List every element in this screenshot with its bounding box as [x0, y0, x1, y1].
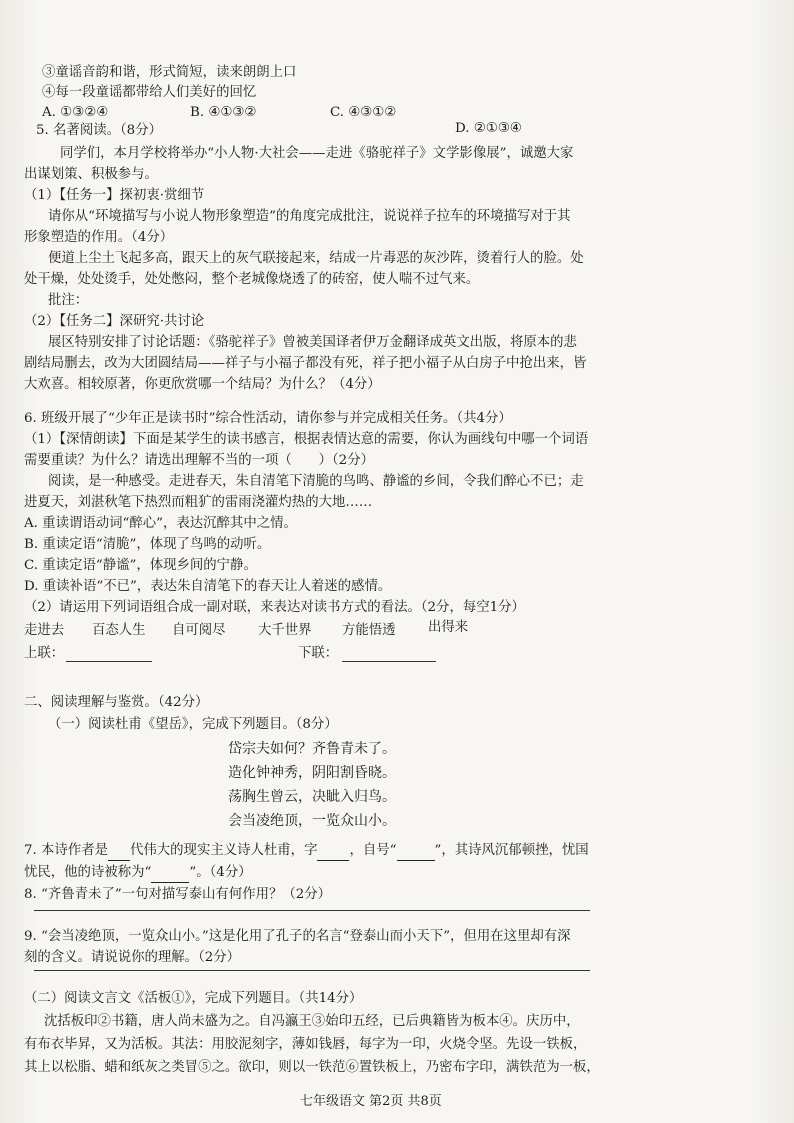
classical-text-line1: 沈括板印②书籍，唐人尚未盛为之。自冯瀛王③始印五经，已后典籍皆为板本④。庆历中， [44, 1014, 580, 1029]
q8-answer-line[interactable] [34, 910, 590, 911]
section2-sub1: （一）阅读杜甫《望岳》，完成下列题目。（8分） [48, 717, 338, 732]
q5-task1-line1: 请你从“环境描写与小说人物形象塑造”的角度完成批注，说说祥子拉车的环境描写对于其 [48, 209, 571, 224]
q5-intro-line2: 出谋划策、积极参与。 [24, 167, 158, 182]
q6-passage-line2: 进夏天，刘湛秋笔下热烈而粗犷的雷雨浇灌灼热的大地…… [24, 495, 373, 510]
q7-line2: 忧民，他的诗被称为“ ”。（4分） [24, 864, 252, 883]
q6-option-a: A. 重读谓语动词“醉心”，表达沉醉其中之情。 [24, 516, 297, 531]
classical-text-line3: 其上以松脂、蜡和纸灰之类冒⑤之。欲印，则以一铁范⑥置铁板上，乃密布字印，满铁范为一板， [24, 1060, 600, 1075]
lower-couplet-blank[interactable] [342, 661, 436, 662]
poem-line: 荡胸生曾云，决眦入归鸟。 [228, 789, 396, 805]
q5-excerpt-line1: 便道上尘土飞起多高，跟天上的灰气联接起来，结成一片毒恶的灰沙阵，烫着行人的脸。处 [48, 251, 584, 266]
q5-task1-line2: 形象塑造的作用。（4分） [24, 230, 174, 245]
q4-option-4: ④每一段童谣都带给人们美好的回忆 [42, 85, 257, 100]
poem-line: 造化钟神秀，阴阳割昏晓。 [228, 765, 396, 781]
q5-task2-line2: 剧结局删去，改为大团圆结局——祥子与小福子都没有死，祥子把小福子从白房子中抢出来，皆 [24, 356, 587, 371]
couplet-word: 自可阅尽 [172, 623, 226, 638]
section2-sub2: （二）阅读文言文《活板①》，完成下列题目。（共14分） [24, 991, 363, 1006]
q6-option-d: D. 重读补语“不已”，表达朱自清笔下的春天让人着迷的感情。 [24, 579, 392, 594]
q5-task2-title: （2）【任务二】深研究·共讨论 [24, 314, 205, 329]
q5-task2-line3: 大欢喜。相较原著，你更欣赏哪一个结局？为什么？（4分） [24, 377, 381, 392]
q4-choice-c: C. ④③①② [330, 105, 397, 120]
q5-excerpt-line2: 处干燥，处处烫手，处处憋闷，整个老城像烧透了的砖窑，使人喘不过气来。 [24, 272, 480, 287]
q5-task2-line1: 展区特别安排了讨论话题：《骆驼祥子》曾被美国译者伊万金翻译成英文出版，将原本的悲 [48, 335, 577, 350]
q9-answer-line[interactable] [34, 970, 590, 971]
q5-annotation-label: 批注： [48, 293, 89, 308]
couplet-word: 大千世界 [258, 623, 312, 638]
q6-part1-line2: 需要重读？为什么？请选出理解不当的一项（ ）（2分） [24, 453, 374, 468]
q6-passage-line1: 阅读，是一种感受。走进春天，朱自清笔下清脆的鸟鸣、静谧的乡间，令我们醉心不已；走 [48, 474, 584, 489]
q7-line1: 7. 本诗作者是 代伟大的现实主义诗人杜甫，字 ，自号“ ”，其诗风沉郁顿挫，忧国 [24, 842, 589, 861]
q5-intro-line1: 同学们，本月学校将举办“小人物·大社会——走进《骆驼祥子》文学影像展”，诚邀大家 [60, 146, 574, 161]
lower-couplet-label: 下联： [298, 646, 339, 661]
poem-line: 岱宗夫如何？齐鲁青未了。 [228, 741, 396, 757]
q7-poetry-title-blank[interactable] [151, 864, 189, 883]
q6-part1-line1: （1）【深情朗读】下面是某学生的读书感言，根据表情达意的需要，你认为画线句中哪一个词语 [24, 432, 589, 447]
q9-line1: 9. “会当凌绝顶，一览众山小。”这是化用了孔子的名言“登泰山而小天下”，但用在这里却有深 [24, 929, 571, 944]
q6-heading: 6. 班级开展了“少年正是读书时”综合性活动，请你参与并完成相关任务。（共4分） [24, 411, 512, 426]
poem-line: 会当凌绝顶，一览众山小。 [228, 813, 396, 829]
q9-line2: 刻的含义。请说说你的理解。（2分） [24, 950, 241, 965]
couplet-word: 走进去 [24, 623, 65, 638]
q6-part2: （2）请运用下列词语组合成一副对联，来表达对读书方式的看法。（2分，每空1分） [24, 600, 525, 615]
q7-courtesy-name-blank[interactable] [317, 842, 349, 861]
classical-text-line2: 有布衣毕昇，又为活板。其法：用胶泥刻字，薄如钱唇，每字为一印，火烧令坚。先设一铁板， [24, 1037, 587, 1052]
upper-couplet-label: 上联： [24, 646, 65, 661]
q6-option-b: B. 重读定语“清脆”，体现了鸟鸣的动听。 [24, 537, 271, 552]
q5-heading: 5. 名著阅读。（8分） [36, 123, 162, 138]
q7-dynasty-blank[interactable] [108, 842, 130, 861]
couplet-word: 方能悟透 [342, 623, 396, 638]
q6-option-c: C. 重读定语“静谧”，体现乡间的宁静。 [24, 558, 257, 573]
q8-text: 8. “齐鲁青未了”一句对描写泰山有何作用？（2分） [24, 887, 332, 902]
couplet-word: 百态人生 [92, 623, 146, 638]
q4-choice-b: B. ④①③② [190, 105, 257, 120]
q4-choice-a: A. ①③②④ [42, 105, 109, 120]
q4-option-3: ③童谣音韵和谐，形式简短，读来朗朗上口 [42, 65, 297, 80]
couplet-word: 出得来 [428, 620, 469, 635]
section2-heading: 二、阅读理解与鉴赏。（42分） [24, 695, 209, 710]
upper-couplet-blank[interactable] [66, 661, 152, 662]
q5-task1-title: （1）【任务一】探初衷·赏细节 [24, 188, 205, 203]
q4-choice-d: D. ②①③④ [455, 121, 522, 136]
page-footer: 七年级语文 第2页 共8页 [300, 1094, 442, 1109]
q7-pseudonym-blank[interactable] [397, 842, 435, 861]
